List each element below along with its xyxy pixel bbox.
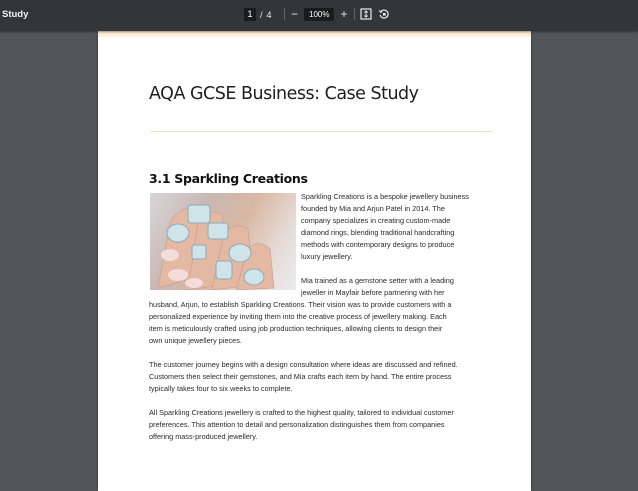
paragraph-intro — [301, 191, 491, 262]
rotate-icon[interactable] — [378, 8, 390, 20]
text-line: item is meticulously crafted using job production techniques, allowing clients to design their — [149, 323, 443, 333]
text-line: own unique jewellery pieces. — [149, 335, 242, 345]
zoom-out-button[interactable]: − — [291, 7, 299, 21]
page-header-band — [98, 31, 531, 37]
fit-page-icon[interactable] — [360, 8, 372, 20]
pdf-page — [98, 31, 531, 491]
current-page-input[interactable]: 1 — [244, 8, 256, 21]
text-line: luxury jewellery. — [301, 251, 353, 261]
zoom-controls — [284, 7, 355, 21]
page-title: AQA GCSE Business: Case Study — [149, 84, 419, 104]
paragraph-quality — [149, 407, 494, 443]
text-line: typically takes four to six weeks to complete. — [149, 383, 293, 393]
text-line: personalized experience by inviting them into the creative process of jewellery making. Each — [149, 311, 447, 321]
text-line: offering mass-produced jewellery. — [149, 431, 258, 441]
text-line: Mia trained as a gemstone setter with a leading — [301, 276, 454, 285]
text-line: preferences. This attention to detail and personalization distinguishes them from companies — [149, 419, 445, 429]
paragraph-background-part1 — [301, 275, 491, 299]
page-navigator — [244, 8, 272, 21]
text-line: founded by Mia and Arjun Patel in 2014. The — [301, 203, 445, 213]
text-line: Sparkling Creations is a bespoke jewellery business — [301, 192, 469, 201]
text-line: jeweller in Mayfair before partnering with her — [301, 287, 445, 297]
toolbar-divider — [284, 8, 285, 20]
pdf-toolbar — [0, 0, 638, 31]
toolbar-divider — [354, 8, 355, 20]
paragraph-background-part2 — [149, 299, 494, 347]
text-line: Customers then select their gemstones, and Mia crafts each item by hand. The entire process — [149, 371, 452, 381]
view-tools — [360, 8, 390, 20]
text-line: diamond rings, blending traditional handcrafting — [301, 227, 455, 237]
text-line: The customer journey begins with a design consultation where ideas are discussed and refined. — [149, 360, 458, 369]
text-line: All Sparkling Creations jewellery is crafted to the highest quality, tailored to individual customer — [149, 408, 454, 417]
document-title: Study — [2, 9, 29, 20]
title-divider — [150, 131, 493, 132]
text-line: husband, Arjun, to establish Sparkling Creations. Their vision was to provide customers with a — [149, 300, 452, 309]
total-pages: 4 — [266, 9, 272, 20]
page-separator: / — [260, 9, 263, 20]
zoom-level-input[interactable]: 100% — [304, 8, 334, 21]
zoom-in-button[interactable]: + — [340, 7, 348, 21]
section-heading: 3.1 Sparkling Creations — [149, 171, 308, 186]
text-line: company specializes in creating custom-made — [301, 215, 451, 225]
rings-photo — [150, 193, 296, 290]
text-line: methods with contemporary designs to produce — [301, 239, 455, 249]
paragraph-customer-journey — [149, 359, 494, 395]
